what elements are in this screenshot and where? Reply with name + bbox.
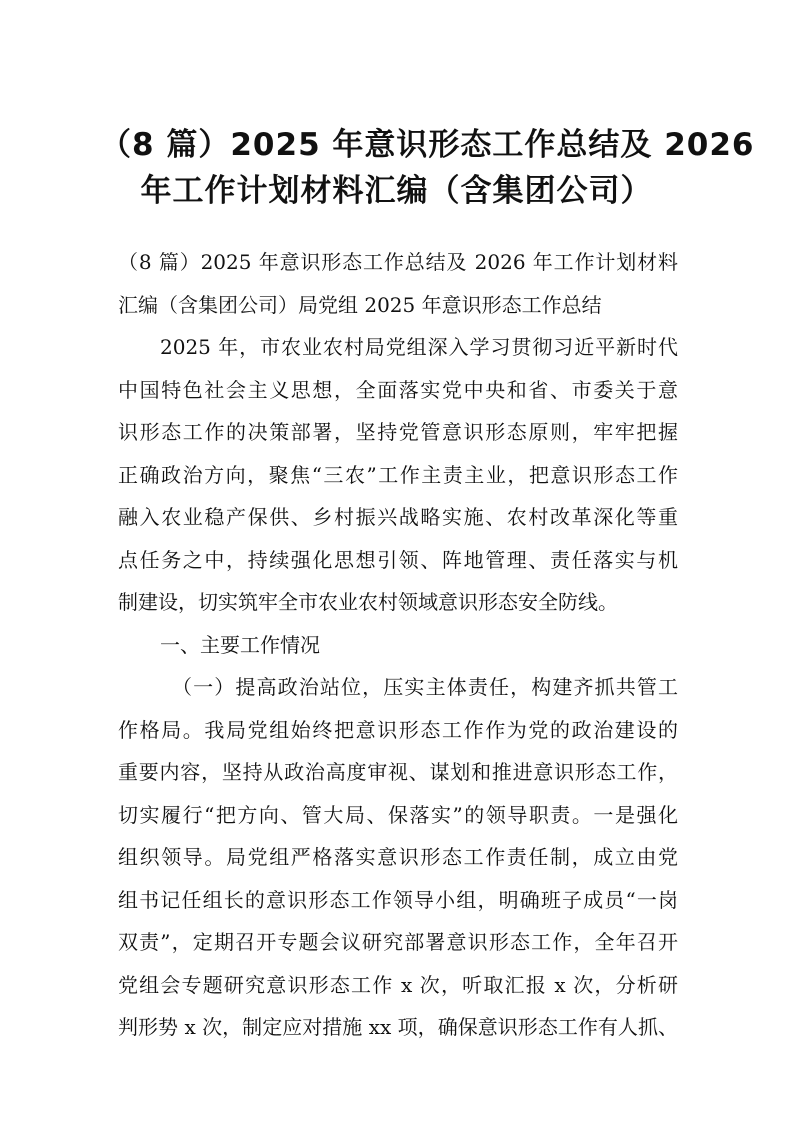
body-line: 汇编（含集团公司）局党组 2025 年意识形态工作总结 xyxy=(118,293,602,317)
body-line: 点任务之中，持续强化思想引领、阵地管理、责任落实与机 xyxy=(118,548,678,572)
body-line: 组书记任组长的意识形态工作领导小组，明确班子成员“一岗 xyxy=(118,888,678,912)
section-heading: 一、主要工作情况 xyxy=(160,633,320,657)
body-line: （一）提高政治站位，压实主体责任，构建齐抓共管工 xyxy=(172,675,678,699)
body-line: 中国特色社会主义思想，全面落实党中央和省、市委关于意 xyxy=(118,378,678,402)
body-line: 识形态工作的决策部署，坚持党管意识形态原则，牢牢把握 xyxy=(118,420,678,444)
body-line: 切实履行“把方向、管大局、保落实”的领导职责。一是强化 xyxy=(118,803,678,827)
body-line: 制建设，切实筑牢全市农业农村领域意识形态安全防线。 xyxy=(118,590,618,614)
body-line: 正确政治方向，聚焦“三农”工作主责主业，把意识形态工作 xyxy=(118,463,678,487)
body-line: 2025 年，市农业农村局党组深入学习贯彻习近平新时代 xyxy=(160,335,678,359)
body-line: 作格局。我局党组始终把意识形态工作作为党的政治建设的 xyxy=(118,718,678,742)
document-title-line-2: 年工作计划材料汇编（含集团公司） xyxy=(140,173,653,209)
body-line: 双责”，定期召开专题会议研究部署意识形态工作，全年召开 xyxy=(118,930,678,954)
body-line: 判形势 x 次，制定应对措施 xx 项，确保意识形态工作有人抓、 xyxy=(118,1015,678,1039)
body-line: 党组会专题研究意识形态工作 x 次，听取汇报 x 次，分析研 xyxy=(118,973,678,997)
body-line: （8 篇）2025 年意识形态工作总结及 2026 年工作计划材料 xyxy=(118,250,678,274)
body-line: 融入农业稳产保供、乡村振兴战略实施、农村改革深化等重 xyxy=(118,505,678,529)
body-line: 重要内容，坚持从政治高度审视、谋划和推进意识形态工作， xyxy=(118,760,678,784)
body-line: 组织领导。局党组严格落实意识形态工作责任制，成立由党 xyxy=(118,845,678,869)
document-title-line-1: （8 篇）2025 年意识形态工作总结及 2026 xyxy=(100,127,755,163)
